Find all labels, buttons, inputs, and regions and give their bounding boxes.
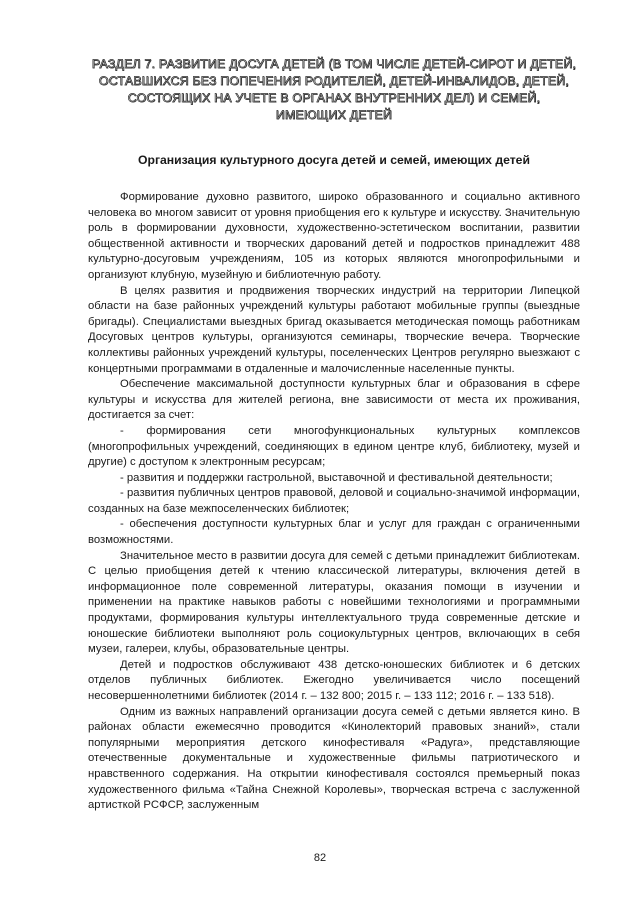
section-title-line: ИМЕЮЩИХ ДЕТЕЙ: [275, 108, 393, 122]
section-title-line: СОСТОЯЩИХ НА УЧЕТЕ В ОРГАНАХ ВНУТРЕННИХ ДЕЛ) И СЕМЕЙ,: [127, 91, 541, 105]
paragraph: Значительное место в развитии досуга для семей с детьми принадлежит библиотекам. С целью приобщения детей к чтению классической литературы, включения детей в информационное поле современной литературы, оказания помощи в изучении и применении на практике навыков работы с новейшими технологиями и программными продуктами, формирования культуры интеллектуального труда современные детские и юношеские библиотеки выполняют роль социокультурных центров, включающих в себя музеи, галереи, клубы, образовательные центры.: [88, 549, 580, 656]
list-item: - развития и поддержки гастрольной, выставочной и фестивальной деятельности;: [120, 471, 553, 484]
page-number: 82: [313, 852, 327, 864]
list-item: - формирования сети многофункциональных культурных комплексов (многопрофильных учреждений, соединяющих в едином центре клуб, библиотеку, музей и другие) с доступом к электронным ресурсам;: [88, 424, 580, 469]
paragraph: Одним из важных направлений организации досуга семей с детьми является кино. В районах области ежемесячно проводится «Кинолекторий правовых знаний», стали популярными мероприятия детского кинофестиваля «Радуга», представляющие отечественные документальные и художественные фильмы патриотического и нравственного содержания. На открытии кинофестиваля состоялся премьерный показ художественного фильма «Тайна Снежной Королевы», творческая встреча с заслуженной артисткой РСФСР, заслуженным: [88, 705, 580, 812]
paragraph: Формирование духовно развитого, широко образованного и социально активного человека во многом зависит от уровня приобщения его к культуре и искусству. Значительную роль в формировании духовности, художественно-эстетическом воспитании, развитии общественной активности и творческих дарований детей и подростков принадлежит 488 культурно-досуговым учреждениям, 105 из которых являются многопрофильными и организуют клубную, музейную и библиотечную работу.: [88, 191, 580, 281]
list-item: - обеспечения доступности культурных благ и услуг для граждан с ограниченными возможностями.: [88, 518, 580, 547]
list-item: - развития публичных центров правовой, деловой и социально-значимой информации, созданных на базе межпоселенческих библиотек;: [88, 487, 580, 515]
subsection-title: Организация культурного досуга детей и семей, имеющих детей: [138, 153, 530, 167]
document-page: [88, 56, 580, 814]
section-title-line: РАЗДЕЛ 7. РАЗВИТИЕ ДОСУГА ДЕТЕЙ (В ТОМ ЧИСЛЕ ДЕТЕЙ-СИРОТ И ДЕТЕЙ,: [91, 57, 577, 71]
paragraph: Детей и подростков обслуживают 438 детско-юношеских библиотек и 6 детских отделов публичных библиотек. Ежегодно увеличивается число посещений несовершеннолетними библиотек (2014 г. – 132 800; 2015 г. – 133 112; 2016 г. – 133 518).: [88, 658, 580, 702]
section-title-line: ОСТАВШИХСЯ БЕЗ ПОПЕЧЕНИЯ РОДИТЕЛЕЙ, ДЕТЕЙ-ИНВАЛИДОВ, ДЕТЕЙ,: [98, 74, 570, 88]
paragraph: В целях развития и продвижения творческих индустрий на территории Липецкой области на базе районных учреждений культуры работают мобильные группы (выездные бригады). Специалистами выездных бригад оказывается методическая помощь работникам Досуговых центров культуры, организуются семинары, творческие вечера. Творческие коллективы районных учреждений культуры, поселенческих Центров регулярно выезжают с концертными программами в отдаленные и малочисленные населенные пункты.: [88, 284, 580, 375]
body-text: [88, 190, 580, 814]
section-title: [88, 56, 580, 124]
paragraph: Обеспечение максимальной доступности культурных благ и образования в сфере культуры и искусства для жителей региона, вне зависимости от места их проживания, достигается за счет:: [88, 378, 580, 422]
